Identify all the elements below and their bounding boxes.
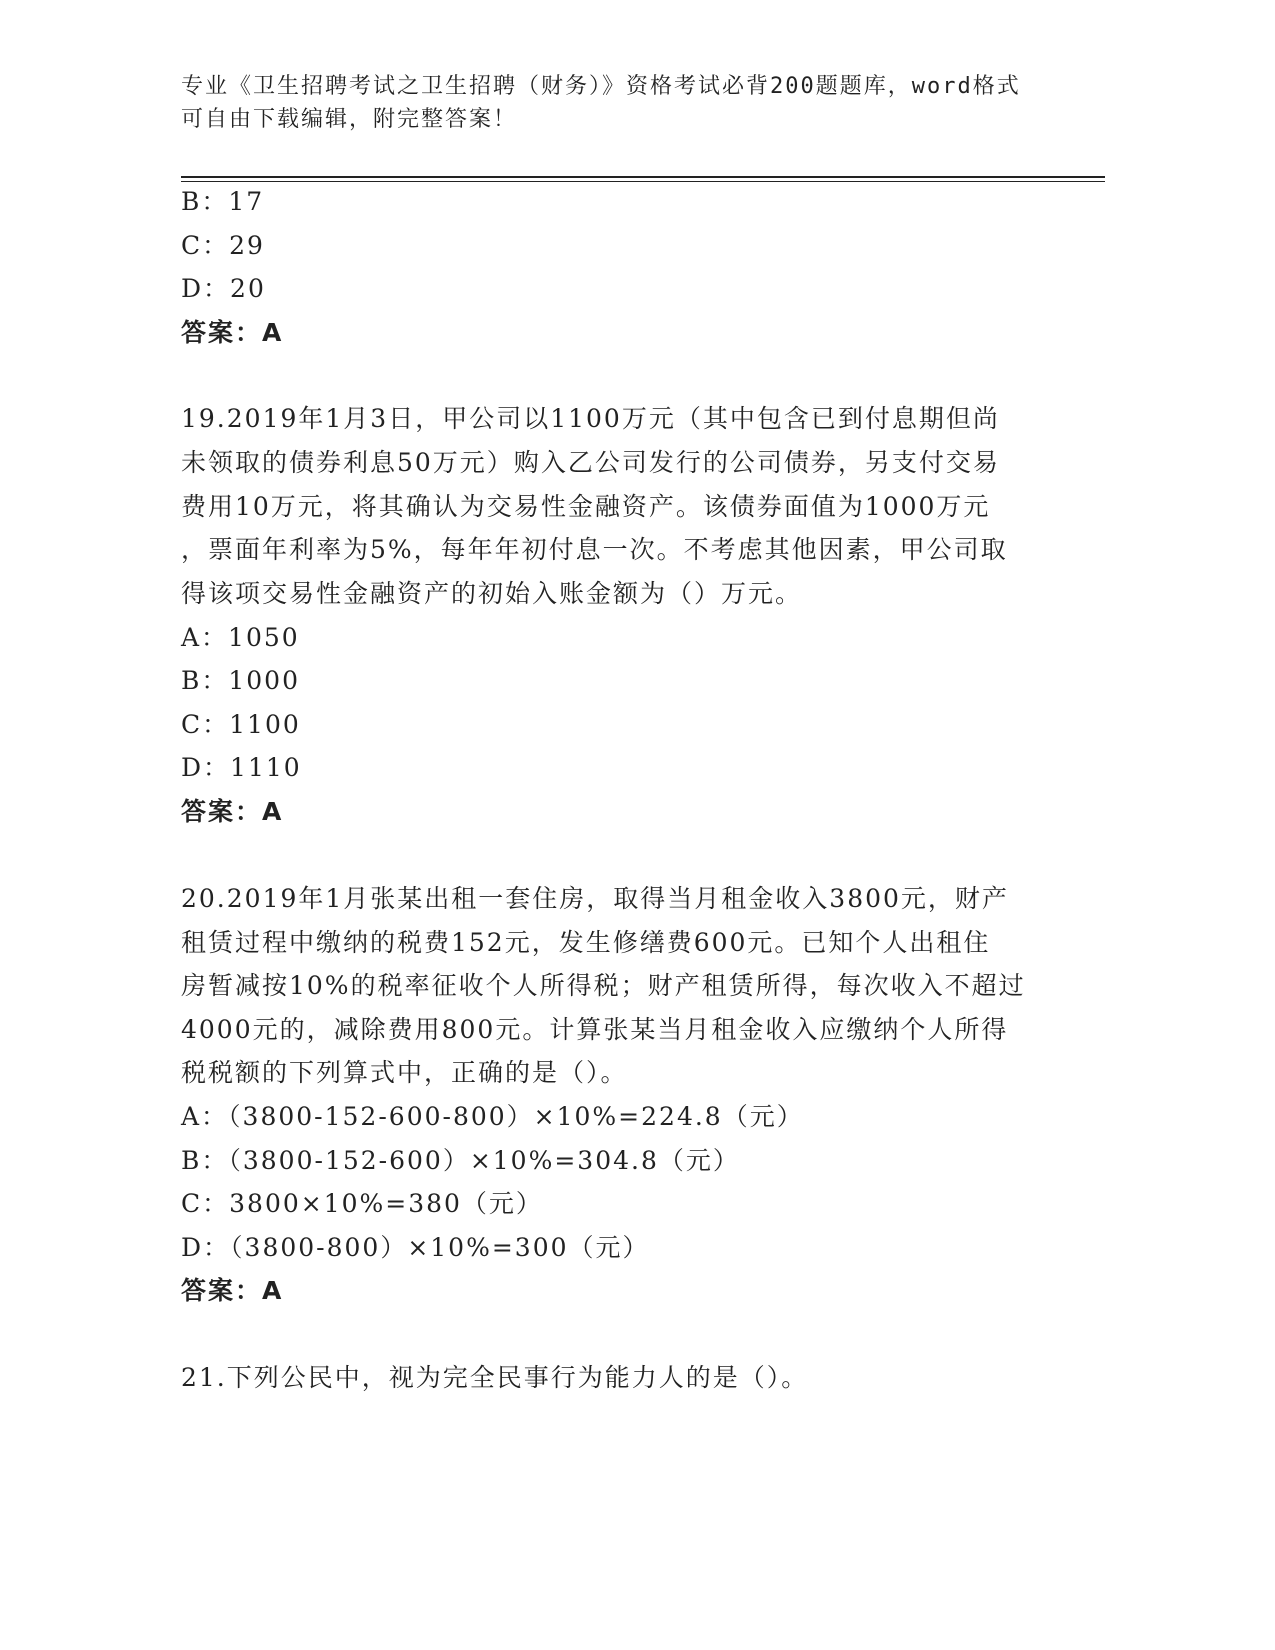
prev-option-b: B：17	[181, 187, 265, 216]
q20-text-line-3: 房暂减按10%的税率征收个人所得税；财产租赁所得，每次收入不超过	[181, 971, 1026, 1000]
header-rule-thick	[181, 176, 1105, 178]
q19-option-c: C：1100	[181, 710, 301, 739]
q19-text-line-5: 得该项交易性金融资产的初始入账金额为（）万元。	[181, 579, 803, 608]
q20-text-line-4: 4000元的，减除费用800元。计算张某当月租金收入应缴纳个人所得	[181, 1015, 1009, 1044]
q19-option-d: D：1110	[181, 753, 302, 782]
q20-text-line-1: 20.2019年1月张某出租一套住房，取得当月租金收入3800元，财产	[181, 884, 1009, 913]
q19-answer: 答案：A	[181, 797, 284, 826]
q21-text-line-1: 21.下列公民中，视为完全民事行为能力人的是（）。	[181, 1363, 809, 1392]
q19-text-line-4: ，票面年利率为5%，每年年初付息一次。不考虑其他因素，甲公司取	[181, 535, 1008, 564]
q19-text-line-2: 未领取的债券利息50万元）购入乙公司发行的公司债券，另支付交易	[181, 448, 1000, 477]
q20-option-d: D：（3800-800）×10%=300（元）	[181, 1233, 650, 1262]
q20-option-a: A：（3800-152-600-800）×10%=224.8（元）	[181, 1102, 804, 1131]
q20-text-line-5: 税税额的下列算式中，正确的是（）。	[181, 1058, 628, 1087]
header-rule-thin	[181, 181, 1105, 182]
document-header	[181, 70, 1061, 136]
q19-option-b: B：1000	[181, 666, 300, 695]
header-title-line-1: 专业《卫生招聘考试之卫生招聘（财务）》资格考试必背200题题库，word格式	[181, 74, 1021, 99]
prev-answer: 答案：A	[181, 318, 284, 347]
q20-answer: 答案：A	[181, 1276, 284, 1305]
q19-text-line-1: 19.2019年1月3日，甲公司以1100万元（其中包含已到付息期但尚	[181, 404, 1000, 433]
q19-text-line-3: 费用10万元，将其确认为交易性金融资产。该债券面值为1000万元	[181, 492, 991, 521]
q20-option-c: C：3800×10%=380（元）	[181, 1189, 543, 1218]
prev-option-c: C：29	[181, 231, 265, 260]
q19-option-a: A：1050	[181, 623, 300, 652]
q20-text-line-2: 租赁过程中缴纳的税费152元，发生修缮费600元。已知个人出租住	[181, 928, 991, 957]
q20-option-b: B：（3800-152-600）×10%=304.8（元）	[181, 1146, 740, 1175]
prev-option-d: D：20	[181, 274, 266, 303]
header-title-line-2: 可自由下载编辑，附完整答案！	[181, 107, 518, 132]
